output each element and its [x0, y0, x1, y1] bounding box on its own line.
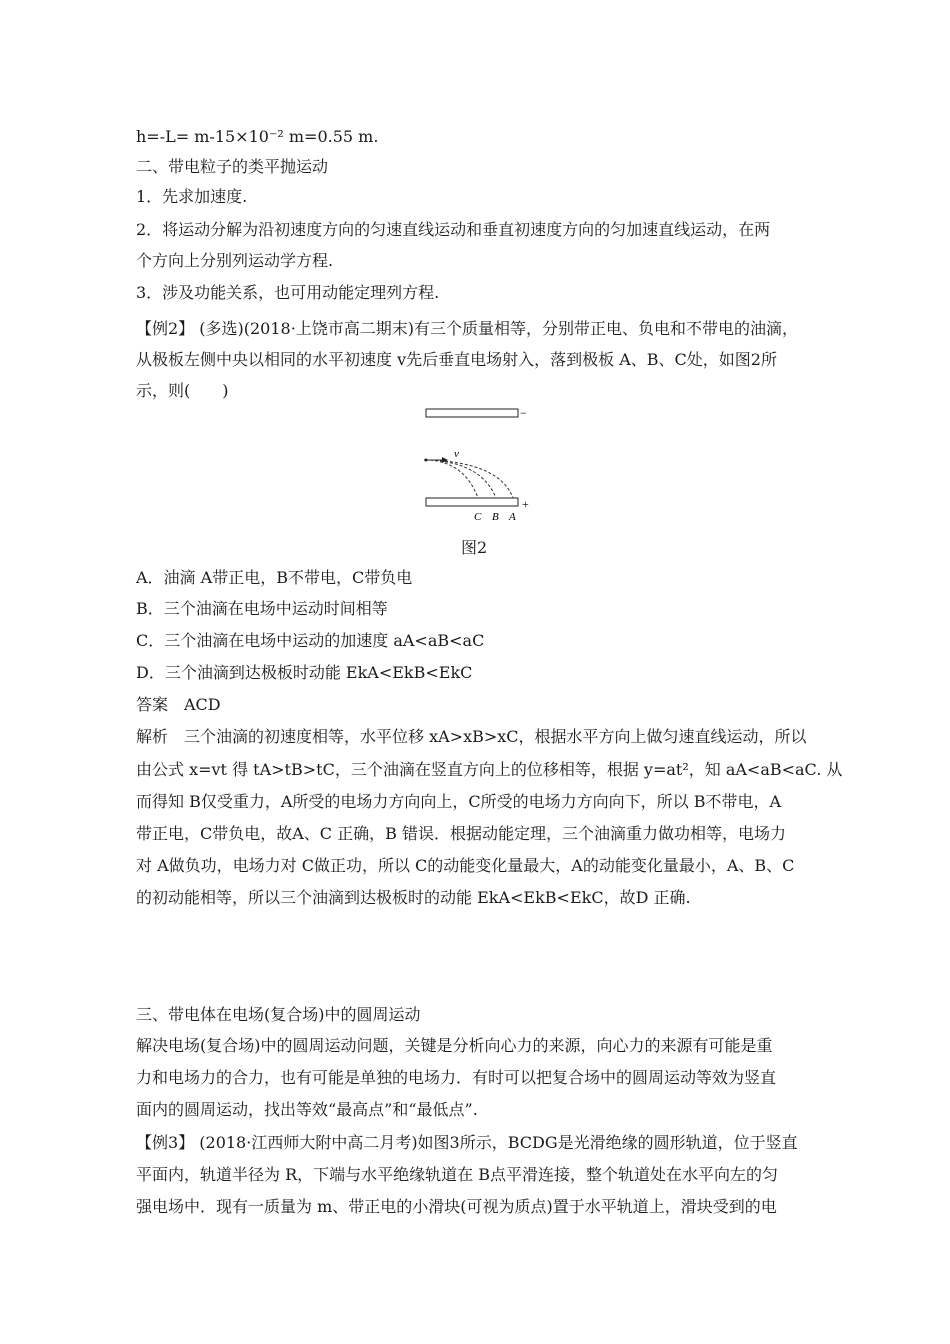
label-b: B — [492, 511, 499, 523]
text-line: 1．先求加速度. — [136, 187, 248, 206]
text-line: 力和电场力的合力，也有可能是单独的电场力．有时可以把复合场中的圆周运动等效为竖直 — [136, 1068, 777, 1087]
answer: 答案 ACD — [136, 695, 221, 714]
text-line: 3．涉及功能关系，也可用动能定理列方程. — [136, 283, 440, 302]
analysis-line: 由公式 x=vt 得 tA>tB>tC，三个油滴在竖直方向上的位移相等，根据 y=at²，知 aA<aB<aC. 从 — [136, 760, 843, 779]
bottom-plate — [426, 498, 518, 506]
analysis-line: 对 A做负功，电场力对 C做正功，所以 C的动能变化量最大，A的动能变化量最小，A、B、C — [136, 856, 795, 875]
figure-caption: 图2 — [461, 538, 488, 557]
velocity-label: v — [454, 448, 459, 460]
text-line: 个方向上分别列运动学方程. — [136, 251, 334, 270]
trajectory-b — [430, 460, 496, 498]
option-c: C．三个油滴在电场中运动的加速度 aA<aB<aC — [136, 631, 485, 650]
section-heading: 二、带电粒子的类平抛运动 — [136, 157, 329, 176]
text-line: 解决电场(复合场)中的圆周运动问题，关键是分析向心力的来源，向心力的来源有可能是重 — [136, 1036, 773, 1055]
plus-sign: + — [522, 497, 529, 511]
analysis-line: 而得知 B仅受重力，A所受的电场力方向向上，C所受的电场力方向向下，所以 B不带电，A — [136, 792, 782, 811]
trajectory-a — [430, 460, 513, 498]
text-line: 从极板左侧中央以相同的水平初速度 v先后垂直电场射入，落到极板 A、B、C处，如图2所 — [136, 350, 777, 369]
option-d: D．三个油滴到达极板时动能 EkA<EkB<EkC — [136, 663, 473, 682]
label-a: A — [509, 511, 516, 523]
top-plate — [426, 409, 518, 417]
text-line: 强电场中．现有一质量为 m、带正电的小滑块(可视为质点)置于水平轨道上，滑块受到的电 — [136, 1197, 777, 1216]
option-b: B．三个油滴在电场中运动时间相等 — [136, 599, 388, 618]
minus-sign: − — [520, 406, 527, 420]
section-heading: 三、带电体在电场(复合场)中的圆周运动 — [136, 1005, 421, 1024]
example-heading: 【例2】 (多选)(2018·上饶市高二期末)有三个质量相等，分别带正电、负电和不带电的油滴， — [136, 319, 799, 338]
analysis-line: 解析 三个油滴的初速度相等，水平位移 xA>xB>xC，根据水平方向上做匀速直线运动，所以 — [136, 727, 807, 746]
capacitor-diagram — [420, 405, 540, 525]
option-a: A．油滴 A带正电，B不带电，C带负电 — [136, 568, 413, 587]
text-line: 面内的圆周运动，找出等效“最高点”和“最低点”. — [136, 1100, 478, 1119]
label-c: C — [474, 511, 482, 523]
example-heading: 【例3】 (2018·江西师大附中高二月考)如图3所示，BCDG是光滑绝缘的圆形轨道，位于竖直 — [136, 1133, 798, 1152]
analysis-line: 的初动能相等，所以三个油滴到达极板时的动能 EkA<EkB<EkC，故D 正确. — [136, 888, 691, 907]
text-line: h=-L= m-15×10⁻² m=0.55 m. — [136, 127, 379, 146]
text-line: 示，则( ) — [136, 381, 229, 400]
text-line: 平面内，轨道半径为 R，下端与水平绝缘轨道在 B点平滑连接，整个轨道处在水平向左的匀 — [136, 1165, 778, 1184]
text-line: 2．将运动分解为沿初速度方向的匀速直线运动和垂直初速度方向的匀加速直线运动，在两 — [136, 220, 771, 239]
analysis-line: 带正电，C带负电，故A、C 正确，B 错误．根据动能定理，三个油滴重力做功相等，电场力 — [136, 824, 786, 843]
